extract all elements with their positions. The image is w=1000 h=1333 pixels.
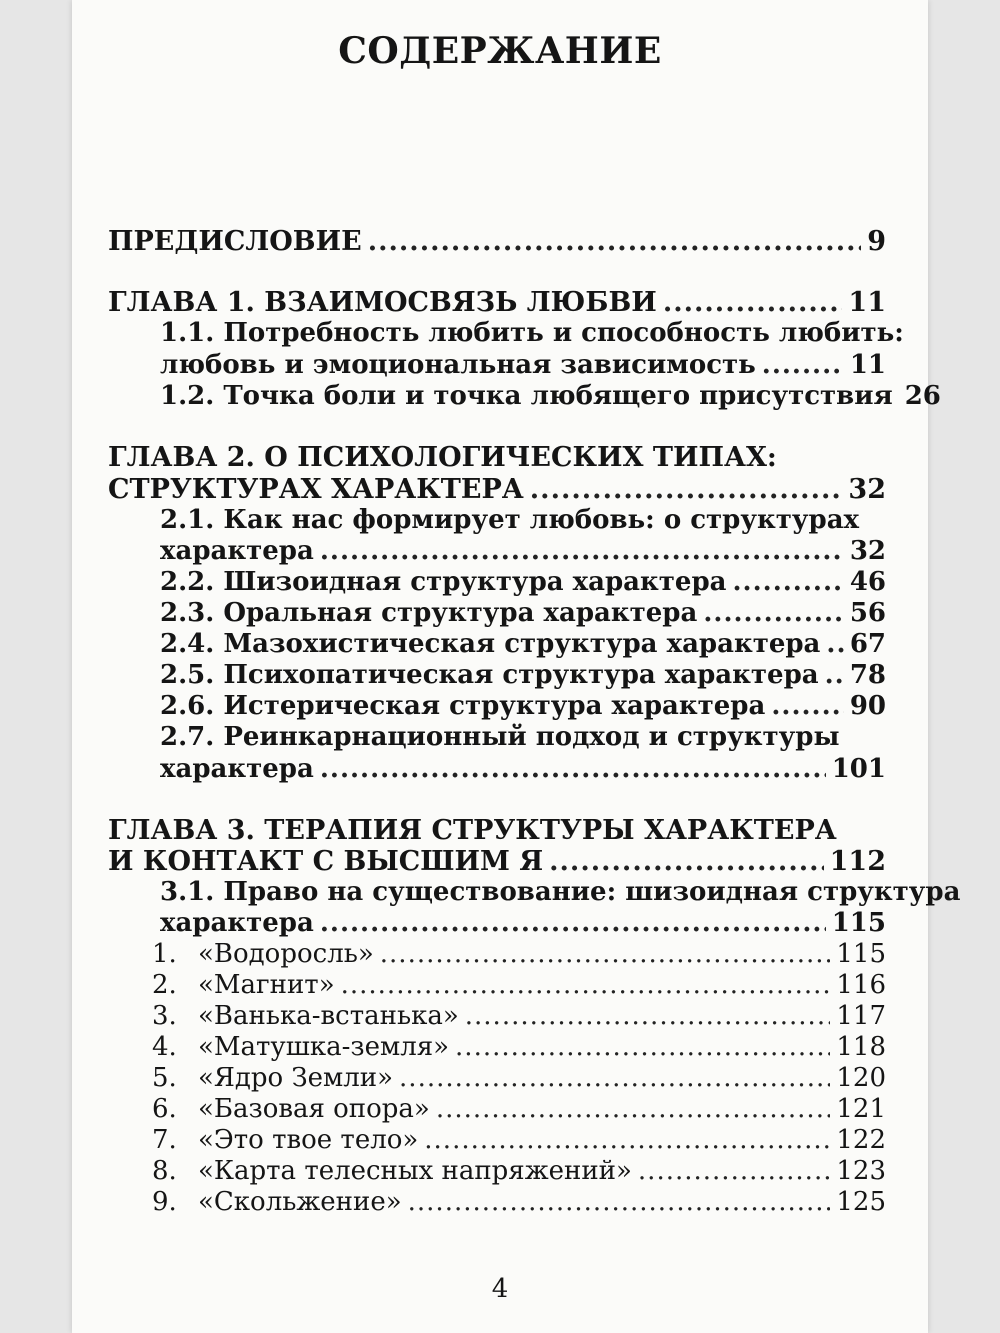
leader-dots <box>424 1127 830 1153</box>
toc-entry-label: 1.2. Точка боли и точка любящего присутствия <box>160 381 893 411</box>
exercise-page: 115 <box>836 939 886 969</box>
toc-entry-label: 2.2. Шизоидная структура характера <box>160 567 727 597</box>
exercise-number: 7. <box>152 1125 177 1155</box>
toc-exercise-9 <box>152 1189 886 1215</box>
toc-entry-section-2-2 <box>160 569 886 595</box>
leader-dots <box>380 941 831 967</box>
contents-title: СОДЕРЖАНИЕ <box>338 30 662 72</box>
exercise-label: «Матушка-земля» <box>198 1032 450 1062</box>
exercise-page: 120 <box>836 1063 886 1093</box>
toc-entry-page: 115 <box>831 908 886 938</box>
leader-dots <box>530 476 843 503</box>
toc-entry-section-2-7 <box>160 756 886 782</box>
exercise-page: 116 <box>836 970 886 1000</box>
toc-entry-page: 11 <box>849 350 886 380</box>
leader-dots <box>549 848 824 875</box>
exercise-page: 122 <box>836 1125 886 1155</box>
toc-entry-section-3-1 <box>160 910 886 936</box>
toc-exercise-6 <box>152 1096 886 1122</box>
toc-entry-chapter-3 <box>108 848 886 875</box>
toc-entry-section-2-5 <box>160 662 886 688</box>
leader-dots <box>436 1096 831 1122</box>
toc-exercise-8 <box>152 1158 886 1184</box>
exercise-label: «Карта телесных напряжений» <box>198 1156 632 1186</box>
toc-entry-label: любовь и эмоциональная зависимость <box>160 350 756 380</box>
toc-entry-section-2-6 <box>160 693 886 719</box>
leader-dots <box>703 600 843 626</box>
exercise-number: 6. <box>152 1094 177 1124</box>
toc-entry-section-2-1 <box>160 538 886 564</box>
toc-entry-section-2-4 <box>160 631 886 657</box>
book-page <box>72 0 961 1333</box>
leader-dots <box>455 1034 830 1060</box>
toc-entry-page: 11 <box>848 287 886 318</box>
leader-dots <box>771 693 843 719</box>
leader-dots <box>825 662 844 688</box>
leader-dots <box>408 1189 831 1215</box>
toc-exercise-1 <box>152 941 886 967</box>
toc-entry-label: 2.5. Психопатическая структура характера <box>160 660 819 690</box>
exercise-label: «Ванька-встанька» <box>198 1001 459 1031</box>
toc-entry-page: 26 <box>904 381 941 411</box>
toc-entry-label: 2.6. Истерическая структура характера <box>160 691 766 721</box>
exercise-label: «Водоросль» <box>198 939 374 969</box>
page-number: 4 <box>491 1274 509 1304</box>
toc-entry-section-2-3 <box>160 600 886 626</box>
leader-dots <box>320 756 826 782</box>
exercise-page: 118 <box>836 1032 886 1062</box>
toc-section-3-1-line1: 3.1. Право на существование: шизоидная структура <box>160 877 961 907</box>
exercise-number: 1. <box>152 939 177 969</box>
exercise-page: 121 <box>836 1094 886 1124</box>
leader-dots <box>826 631 843 657</box>
leader-dots <box>368 228 862 255</box>
toc-entry-page: 32 <box>849 536 886 566</box>
toc-exercise-4 <box>152 1034 886 1060</box>
toc-entry-chapter-2 <box>108 476 886 503</box>
exercise-label: «Магнит» <box>198 970 335 1000</box>
leader-dots <box>638 1158 830 1184</box>
toc-entry-chapter-1 <box>108 289 886 316</box>
toc-entry-label: ГЛАВА 1. ВЗАИМОСВЯЗЬ ЛЮБВИ <box>108 287 657 318</box>
toc-entry-label: характера <box>160 908 314 938</box>
exercise-page: 125 <box>836 1187 886 1217</box>
toc-entry-page: 32 <box>848 474 886 505</box>
toc-exercise-7 <box>152 1127 886 1153</box>
exercise-number: 5. <box>152 1063 177 1093</box>
leader-dots <box>399 1065 830 1091</box>
exercise-number: 2. <box>152 970 177 1000</box>
leader-dots <box>320 538 844 564</box>
toc-entry-page: 90 <box>849 691 886 721</box>
leader-dots <box>732 569 843 595</box>
toc-entry-label: 2.3. Оральная структура характера <box>160 598 698 628</box>
exercise-label: «Ядро Земли» <box>198 1063 394 1093</box>
toc-entry-label: характера <box>160 754 314 784</box>
exercise-label: «Базовая опора» <box>198 1094 430 1124</box>
toc-entry-label: ПРЕДИСЛОВИЕ <box>108 226 362 257</box>
exercise-number: 4. <box>152 1032 177 1062</box>
toc-entry-label: характера <box>160 536 314 566</box>
toc-entry-page: 46 <box>849 567 886 597</box>
toc-entry-page: 56 <box>849 598 886 628</box>
leader-dots <box>762 352 844 378</box>
toc-entry-page: 112 <box>829 846 886 877</box>
toc-entry-section-1-2 <box>160 381 941 411</box>
toc-section-1-1-line1: 1.1. Потребность любить и способность любить: <box>160 318 904 348</box>
toc-exercise-3 <box>152 1003 886 1029</box>
leader-dots <box>465 1003 831 1029</box>
exercise-number: 9. <box>152 1187 177 1217</box>
toc-entry-section-1-1 <box>160 352 886 378</box>
toc-entry-preface <box>108 228 886 255</box>
toc-entry-label: 2.4. Мазохистическая структура характера <box>160 629 821 659</box>
toc-entry-label: СТРУКТУРАХ ХАРАКТЕРА <box>108 474 524 505</box>
toc-entry-page: 101 <box>831 754 886 784</box>
toc-entry-page: 9 <box>867 226 886 257</box>
toc-exercise-2 <box>152 972 886 998</box>
toc-entry-page: 67 <box>849 629 886 659</box>
toc-entry-label: И КОНТАКТ С ВЫСШИМ Я <box>108 846 544 877</box>
toc-exercise-5 <box>152 1065 886 1091</box>
exercise-page: 117 <box>836 1001 886 1031</box>
exercise-number: 8. <box>152 1156 177 1186</box>
toc-chapter-2-line1: ГЛАВА 2. О ПСИХОЛОГИЧЕСКИХ ТИПАХ: <box>108 442 777 473</box>
toc-section-2-1-line1: 2.1. Как нас формирует любовь: о структурах <box>160 505 860 535</box>
toc-chapter-3-line1: ГЛАВА 3. ТЕРАПИЯ СТРУКТУРЫ ХАРАКТЕРА <box>108 815 837 846</box>
exercise-label: «Скольжение» <box>198 1187 402 1217</box>
exercise-number: 3. <box>152 1001 177 1031</box>
exercise-page: 123 <box>836 1156 886 1186</box>
toc-entry-page: 78 <box>849 660 886 690</box>
leader-dots <box>663 289 843 316</box>
toc-section-2-7-line1: 2.7. Реинкарнационный подход и структуры <box>160 722 840 752</box>
leader-dots <box>341 972 831 998</box>
exercise-label: «Это твое тело» <box>198 1125 419 1155</box>
leader-dots <box>320 910 826 936</box>
